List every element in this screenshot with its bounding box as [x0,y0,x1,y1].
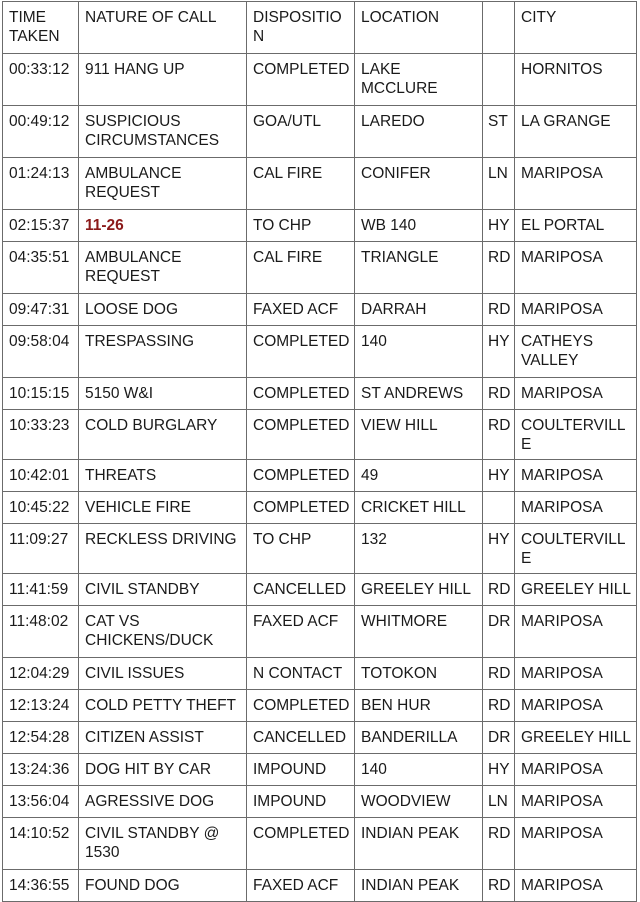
disposition-cell: TO CHP [247,524,355,574]
time-cell: 11:09:27 [3,524,79,574]
location-cell: ST ANDREWS [355,378,483,410]
disposition-cell: COMPLETED [247,818,355,870]
street-type-cell: RD [483,658,515,690]
location-cell: TOTOKON [355,658,483,690]
table-row [3,210,637,242]
street-type-cell: RD [483,378,515,410]
street-type-cell: LN [483,786,515,818]
city-cell: MARIPOSA [515,870,637,902]
disposition-cell: FAXED ACF [247,606,355,658]
table-row [3,106,637,158]
header-nature-of-call: NATURE OF CALL [79,2,247,54]
location-cell: LAKE MCCLURE [355,54,483,106]
city-cell: HORNITOS [515,54,637,106]
nature-of-call-cell: THREATS [79,460,247,492]
nature-of-call-cell: 11-26 [79,210,247,242]
header-time-taken: TIME TAKEN [3,2,79,54]
disposition-cell: COMPLETED [247,378,355,410]
nature-of-call-cell: AGRESSIVE DOG [79,786,247,818]
time-cell: 09:58:04 [3,326,79,378]
table-row [3,54,637,106]
table-row [3,574,637,606]
city-cell: LA GRANGE [515,106,637,158]
table-row [3,460,637,492]
nature-of-call-cell: RECKLESS DRIVING [79,524,247,574]
location-cell: INDIAN PEAK [355,870,483,902]
disposition-cell: CAL FIRE [247,158,355,210]
location-cell: 140 [355,326,483,378]
time-cell: 13:24:36 [3,754,79,786]
nature-of-call-cell: CAT VS CHICKENS/DUCK [79,606,247,658]
table-row [3,658,637,690]
disposition-cell: CAL FIRE [247,242,355,294]
table-row [3,606,637,658]
table-row [3,326,637,378]
time-cell: 11:48:02 [3,606,79,658]
time-cell: 04:35:51 [3,242,79,294]
nature-of-call-cell: CIVIL STANDBY [79,574,247,606]
city-cell: MARIPOSA [515,378,637,410]
table-row [3,754,637,786]
street-type-cell: RD [483,690,515,722]
disposition-cell: FAXED ACF [247,870,355,902]
disposition-cell: COMPLETED [247,460,355,492]
nature-of-call-cell: CIVIL ISSUES [79,658,247,690]
street-type-cell: HY [483,210,515,242]
call-log-table [2,1,637,902]
nature-of-call-cell: 5150 W&I [79,378,247,410]
location-cell: WB 140 [355,210,483,242]
table-row [3,690,637,722]
location-cell: LAREDO [355,106,483,158]
time-cell: 13:56:04 [3,786,79,818]
disposition-cell: N CONTACT [247,658,355,690]
street-type-cell: DR [483,606,515,658]
nature-of-call-cell: SUSPICIOUS CIRCUMSTANCES [79,106,247,158]
street-type-cell: DR [483,722,515,754]
city-cell: MARIPOSA [515,606,637,658]
street-type-cell: RD [483,870,515,902]
street-type-cell: RD [483,574,515,606]
disposition-cell: CANCELLED [247,722,355,754]
location-cell: CRICKET HILL [355,492,483,524]
table-row [3,492,637,524]
nature-of-call-cell: CITIZEN ASSIST [79,722,247,754]
time-cell: 10:45:22 [3,492,79,524]
city-cell: GREELEY HILL [515,722,637,754]
location-cell: INDIAN PEAK [355,818,483,870]
nature-of-call-cell: AMBULANCE REQUEST [79,158,247,210]
header-location: LOCATION [355,2,483,54]
table-row [3,870,637,902]
city-cell: MARIPOSA [515,754,637,786]
time-cell: 12:54:28 [3,722,79,754]
table-row [3,378,637,410]
time-cell: 10:42:01 [3,460,79,492]
time-cell: 12:04:29 [3,658,79,690]
time-cell: 14:36:55 [3,870,79,902]
table-row [3,818,637,870]
nature-of-call-cell: TRESPASSING [79,326,247,378]
time-cell: 01:24:13 [3,158,79,210]
nature-of-call-cell: FOUND DOG [79,870,247,902]
table-row [3,158,637,210]
time-cell: 12:13:24 [3,690,79,722]
city-cell: COULTERVILLE [515,524,637,574]
city-cell: MARIPOSA [515,786,637,818]
nature-of-call-cell: COLD BURGLARY [79,410,247,460]
time-cell: 00:49:12 [3,106,79,158]
city-cell: MARIPOSA [515,158,637,210]
location-cell: BANDERILLA [355,722,483,754]
table-row [3,722,637,754]
header-disposition: DISPOSITION [247,2,355,54]
nature-of-call-cell: AMBULANCE REQUEST [79,242,247,294]
time-cell: 14:10:52 [3,818,79,870]
street-type-cell: HY [483,754,515,786]
location-cell: WHITMORE [355,606,483,658]
city-cell: COULTERVILLE [515,410,637,460]
table-row [3,242,637,294]
time-cell: 10:33:23 [3,410,79,460]
time-cell: 02:15:37 [3,210,79,242]
time-cell: 00:33:12 [3,54,79,106]
nature-of-call-cell: LOOSE DOG [79,294,247,326]
street-type-cell: HY [483,326,515,378]
location-cell: VIEW HILL [355,410,483,460]
call-log-body [3,54,637,902]
table-row [3,410,637,460]
street-type-cell: HY [483,524,515,574]
disposition-cell: IMPOUND [247,786,355,818]
location-cell: CONIFER [355,158,483,210]
location-cell: 49 [355,460,483,492]
disposition-cell: CANCELLED [247,574,355,606]
location-cell: 140 [355,754,483,786]
disposition-cell: COMPLETED [247,690,355,722]
location-cell: DARRAH [355,294,483,326]
time-cell: 09:47:31 [3,294,79,326]
city-cell: MARIPOSA [515,818,637,870]
table-row [3,786,637,818]
time-cell: 10:15:15 [3,378,79,410]
nature-of-call-cell: VEHICLE FIRE [79,492,247,524]
city-cell: MARIPOSA [515,242,637,294]
city-cell: MARIPOSA [515,690,637,722]
header-row [3,2,637,54]
disposition-cell: COMPLETED [247,326,355,378]
time-cell: 11:41:59 [3,574,79,606]
street-type-cell: RD [483,818,515,870]
nature-of-call-cell: DOG HIT BY CAR [79,754,247,786]
disposition-cell: COMPLETED [247,54,355,106]
nature-of-call-cell: 911 HANG UP [79,54,247,106]
street-type-cell: RD [483,410,515,460]
disposition-cell: FAXED ACF [247,294,355,326]
disposition-cell: IMPOUND [247,754,355,786]
city-cell: MARIPOSA [515,492,637,524]
street-type-cell: LN [483,158,515,210]
disposition-cell: COMPLETED [247,492,355,524]
street-type-cell [483,492,515,524]
street-type-cell [483,54,515,106]
location-cell: WOODVIEW [355,786,483,818]
table-row [3,294,637,326]
disposition-cell: COMPLETED [247,410,355,460]
nature-of-call-cell: COLD PETTY THEFT [79,690,247,722]
disposition-cell: GOA/UTL [247,106,355,158]
city-cell: CATHEYS VALLEY [515,326,637,378]
nature-of-call-cell: CIVIL STANDBY @ 1530 [79,818,247,870]
location-cell: 132 [355,524,483,574]
street-type-cell: RD [483,294,515,326]
disposition-cell: TO CHP [247,210,355,242]
street-type-cell: RD [483,242,515,294]
header-street-type [483,2,515,54]
street-type-cell: HY [483,460,515,492]
city-cell: EL PORTAL [515,210,637,242]
city-cell: MARIPOSA [515,658,637,690]
city-cell: GREELEY HILL [515,574,637,606]
table-row [3,524,637,574]
location-cell: TRIANGLE [355,242,483,294]
location-cell: BEN HUR [355,690,483,722]
header-city: CITY [515,2,637,54]
city-cell: MARIPOSA [515,294,637,326]
city-cell: MARIPOSA [515,460,637,492]
location-cell: GREELEY HILL [355,574,483,606]
street-type-cell: ST [483,106,515,158]
